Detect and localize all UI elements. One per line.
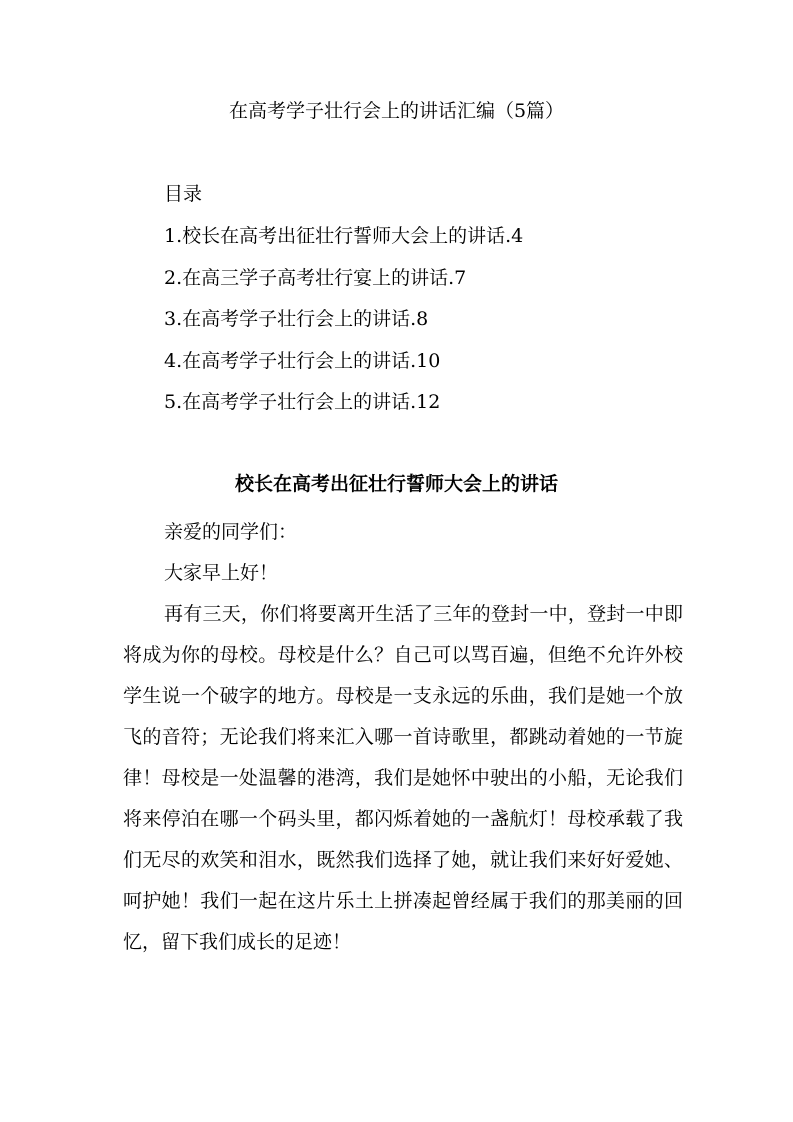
toc-item-5[interactable]: 5.在高考学子壮行会上的讲话.12 (164, 391, 441, 413)
table-of-contents (164, 222, 523, 430)
toc-heading: 目录 (164, 183, 203, 205)
toc-item-3[interactable]: 3.在高考学子壮行会上的讲话.8 (164, 308, 429, 330)
toc-item-1[interactable]: 1.校长在高考出征壮行誓师大会上的讲话.4 (164, 225, 524, 247)
toc-item-2[interactable]: 2.在高三学子高考壮行宴上的讲话.7 (164, 266, 467, 289)
section-title: 校长在高考出征壮行誓师大会上的讲话 (234, 473, 558, 495)
body-paragraph: 再有三天，你们将要离开生活了三年的登封一中，登封一中即将成为你的母校。母校是什么？自己可以骂百遍，但绝不允许外校学生说一个破字的地方。母校是一支永远的乐曲，我们是她一个放飞的音符；无论我们将来汇入哪一首诗歌里，都跳动着她的一节旋律！母校是一处温馨的港湾，我们是她怀中驶出的小船，无论我们将来停泊在哪一个码头里，都闪烁着她的一盏航灯！母校承载了我们无尽的欢笑和泪水，既然我们选择了她，就让我们来好好爱她、呵护她！我们一起在这片乐土上拼凑起曾经属于我们的那美丽的回忆，留下我们成长的足迹！ (123, 603, 683, 953)
section-body (123, 512, 683, 963)
salutation: 亲爱的同学们： (164, 521, 298, 543)
greeting: 大家早上好！ (164, 562, 279, 584)
toc-item-4[interactable]: 4.在高考学子壮行会上的讲话.10 (164, 349, 441, 372)
document-title: 在高考学子壮行会上的讲话汇编（5篇） (228, 100, 565, 122)
